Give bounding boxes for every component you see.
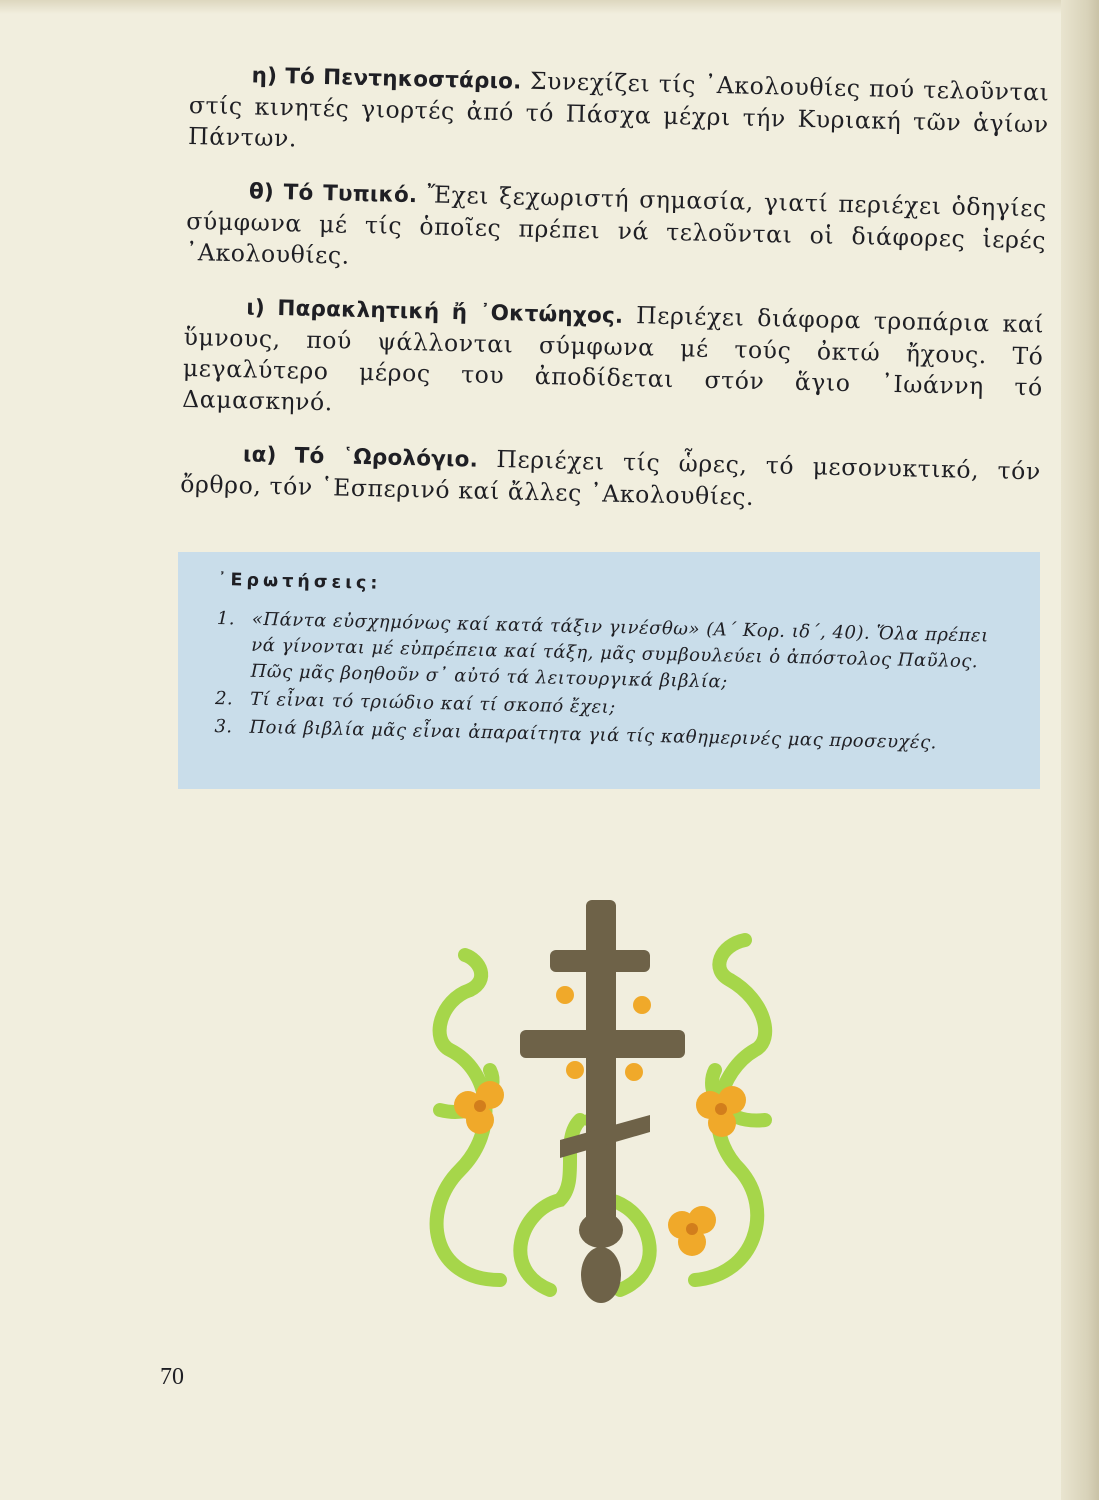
paragraph-typikon [185,174,1047,287]
question-number: 3. [214,715,233,738]
paragraph-heading: ια) Τό ῾Ωρολόγιο. [242,442,479,473]
question-number: 2. [214,687,234,710]
paragraph-parakletike [182,290,1045,434]
page-top-shadow [0,0,1099,14]
question-text: Ποιά βιβλία μᾶς εἶναι ἀπαραίτητα γιά τίς καθημερινές μας προσευχές. [249,716,938,754]
paragraph-body: Συνεχίζει τίς ᾿Ακολουθίες πού τελοῦνται στίς κινητές γιορτές ἀπό τό Πάσχα μέχρι τήν Κυριακή τῶν ἁγίων Πάντων. [187,66,1050,153]
paragraph-body: Ἔχει ξεχωριστή σημασία, γιατί περιέχει ὁδηγίες σύμφωνα μέ τίς ὁποῖες πρέπει νά τελοῦνται οἱ διάφορες ἱερές ᾿Ακολουθίες. [185,180,1048,270]
page-edge-shadow [1061,0,1099,1500]
paragraph-heading: θ) Τό Τυπικό. [248,179,418,209]
main-text [179,58,1049,541]
question-text: Τί εἶναι τό τριώδιο καί τί σκοπό ἔχει; [249,688,616,719]
paragraph-pentekostarion [188,58,1050,171]
questions-content [214,570,1018,760]
paragraph-horologion [180,437,1041,519]
paragraph-body: Περιέχει τίς ὧρες, τό μεσονυκτικό, τόν ὄρθρο, τόν ῾Εσπερινό καί ἄλλες ᾿Ακολουθίες. [180,444,1042,511]
page-number: 70 [160,1364,184,1390]
paragraph-body: Περιέχει διάφορα τροπάρια καί ὕμνους, πού ψάλλονται σύμφωνα μέ τούς ὀκτώ ἤχους. Τό μεγαλύτερο μέρος του ἀποδίδεται στόν ἅγιο ᾿Ιωάννη τό Δαμασκηνό. [181,300,1045,417]
questions-title: ᾿Ερωτήσεις: [217,570,382,594]
questions-box [178,552,1040,789]
question-number: 1. [216,607,236,630]
orthodox-cross-with-vines-icon [410,880,790,1310]
question-item [215,606,1017,702]
question-text: «Πάντα εὐσχημόνως καί κατά τάξιν γινέσθω» (Α΄ Κορ. ιδ΄, 40). Ὅλα πρέπει νά γίνονται μέ εὐπρέπεια καί τάξη, μᾶς συμβουλεύει ὁ ἀπόστολος Παῦλος. Πῶς μᾶς βοηθοῦν σ᾿ αὐτό τά λειτουργικά βιβλία; [250,608,989,693]
paragraph-heading: ι) Παρακλητική ἤ ᾿Οκτώηχος. [246,295,624,329]
paragraph-heading: η) Τό Πεντηκοστάριο. [251,63,522,95]
cross [520,900,685,1303]
